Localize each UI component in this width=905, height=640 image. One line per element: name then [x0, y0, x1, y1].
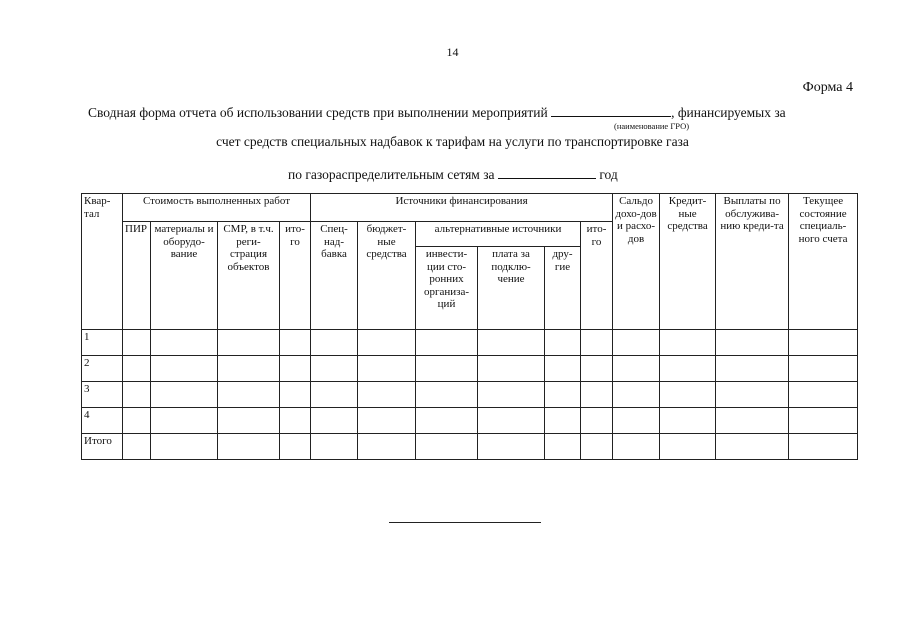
table-cell[interactable] [218, 356, 280, 382]
table-cell[interactable] [660, 408, 716, 434]
header-cost-group: Стоимость выполненных работ [123, 194, 311, 222]
table-cell[interactable] [716, 356, 789, 382]
table-cell[interactable] [478, 408, 545, 434]
table-cell[interactable] [358, 434, 416, 460]
table-cell[interactable] [123, 382, 151, 408]
row-label: 4 [82, 408, 123, 434]
header-budget-funds: бюджет-ные средства [358, 222, 416, 330]
table-cell[interactable] [545, 408, 581, 434]
table-cell[interactable] [660, 434, 716, 460]
row-label: Итого [82, 434, 123, 460]
header-sources-group: Источники финансирования [311, 194, 613, 222]
table-cell[interactable] [218, 330, 280, 356]
table-cell[interactable] [311, 356, 358, 382]
table-cell[interactable] [311, 382, 358, 408]
table-cell[interactable] [416, 356, 478, 382]
table-cell[interactable] [478, 356, 545, 382]
table-cell[interactable] [280, 356, 311, 382]
table-cell[interactable] [613, 330, 660, 356]
table-cell[interactable] [613, 408, 660, 434]
header-pir: ПИР [123, 222, 151, 330]
table-cell[interactable] [478, 434, 545, 460]
table-body [82, 330, 858, 460]
table-cell[interactable] [716, 408, 789, 434]
table-cell[interactable] [218, 408, 280, 434]
table-cell[interactable] [151, 356, 218, 382]
table-cell[interactable] [716, 434, 789, 460]
table-cell[interactable] [613, 434, 660, 460]
header-balance: Сальдо дохо-дов и расхо-дов [613, 194, 660, 330]
table-cell[interactable] [545, 382, 581, 408]
table-cell[interactable] [123, 356, 151, 382]
header-alt-group: альтернативные источники [416, 222, 581, 247]
table-cell[interactable] [151, 408, 218, 434]
table-cell[interactable] [151, 382, 218, 408]
table-cell[interactable] [123, 408, 151, 434]
table-cell[interactable] [358, 356, 416, 382]
table-cell[interactable] [581, 330, 613, 356]
table-cell[interactable] [358, 382, 416, 408]
table-cell[interactable] [478, 330, 545, 356]
table-cell[interactable] [716, 382, 789, 408]
header-credit-payments: Выплаты по обслужива-нию креди-та [716, 194, 789, 330]
table-cell[interactable] [123, 434, 151, 460]
header-sources-total: ито-го [581, 222, 613, 330]
table-cell[interactable] [416, 330, 478, 356]
header-materials: материалы и оборудо-вание [151, 222, 218, 330]
table-cell[interactable] [416, 382, 478, 408]
header-investments: инвести-ции сто-ронних организа-ций [416, 247, 478, 330]
header-quarter: Квар-тал [82, 194, 123, 330]
header-connection-fee: плата за подклю-чение [478, 247, 545, 330]
table-cell[interactable] [280, 408, 311, 434]
table-cell[interactable] [581, 382, 613, 408]
row-label: 3 [82, 382, 123, 408]
table-cell[interactable] [311, 434, 358, 460]
table-cell[interactable] [123, 330, 151, 356]
report-table [81, 193, 858, 460]
title-line-1 [88, 104, 786, 121]
table-cell[interactable] [280, 434, 311, 460]
header-cost-total: ито-го [280, 222, 311, 330]
table-cell[interactable] [358, 330, 416, 356]
gro-name-blank[interactable] [551, 104, 671, 117]
header-credit-funds: Кредит-ные средства [660, 194, 716, 330]
table-cell[interactable] [311, 408, 358, 434]
table-cell[interactable] [416, 434, 478, 460]
table-cell[interactable] [581, 356, 613, 382]
table-cell[interactable] [478, 382, 545, 408]
header-special-markup: Спец-над-бавка [311, 222, 358, 330]
table-cell[interactable] [151, 434, 218, 460]
table-cell[interactable] [789, 356, 858, 382]
page-number: 14 [446, 45, 459, 59]
gro-name-caption: (наименование ГРО) [614, 121, 690, 131]
form-label: Форма 4 [802, 80, 853, 95]
table-cell[interactable] [545, 434, 581, 460]
title-line-3 [288, 166, 618, 183]
table-cell[interactable] [581, 434, 613, 460]
header-row-1 [82, 194, 858, 222]
table-cell[interactable] [151, 330, 218, 356]
row-label: 1 [82, 330, 123, 356]
table-cell[interactable] [218, 382, 280, 408]
table-row [82, 356, 858, 382]
table-cell[interactable] [660, 356, 716, 382]
table-row [82, 434, 858, 460]
year-blank[interactable] [498, 166, 596, 179]
table-cell[interactable] [358, 408, 416, 434]
table-row [82, 382, 858, 408]
table-cell[interactable] [660, 330, 716, 356]
header-current-state: Текущее состояние специаль-ного счета [789, 194, 858, 330]
table-row [82, 408, 858, 434]
table-cell[interactable] [218, 434, 280, 460]
table-cell[interactable] [311, 330, 358, 356]
table-cell[interactable] [789, 408, 858, 434]
header-smr: СМР, в т.ч. реги-страция объектов [218, 222, 280, 330]
title-line-1-text: Сводная форма отчета об использовании средств при выполнении мероприятий [88, 105, 548, 120]
header-other: дру-гие [545, 247, 581, 330]
table-cell[interactable] [280, 382, 311, 408]
table-cell[interactable] [545, 356, 581, 382]
table-cell[interactable] [280, 330, 311, 356]
table-cell[interactable] [613, 356, 660, 382]
table-cell[interactable] [789, 434, 858, 460]
table-cell[interactable] [716, 330, 789, 356]
table-row [82, 330, 858, 356]
title-line-3-text: по газораспределительным сетям за [288, 167, 495, 182]
row-label: 2 [82, 356, 123, 382]
table-cell[interactable] [545, 330, 581, 356]
table-cell[interactable] [789, 330, 858, 356]
title-line-1-end: , финансируемых за [671, 105, 786, 120]
table-cell[interactable] [581, 408, 613, 434]
table-cell[interactable] [613, 382, 660, 408]
table-cell[interactable] [416, 408, 478, 434]
title-line-3-end: год [599, 167, 618, 182]
table-cell[interactable] [789, 382, 858, 408]
title-line-2: счет средств специальных надбавок к тарифам на услуги по транспортировке газа [216, 134, 689, 149]
footer-line [389, 522, 541, 523]
table-cell[interactable] [660, 382, 716, 408]
